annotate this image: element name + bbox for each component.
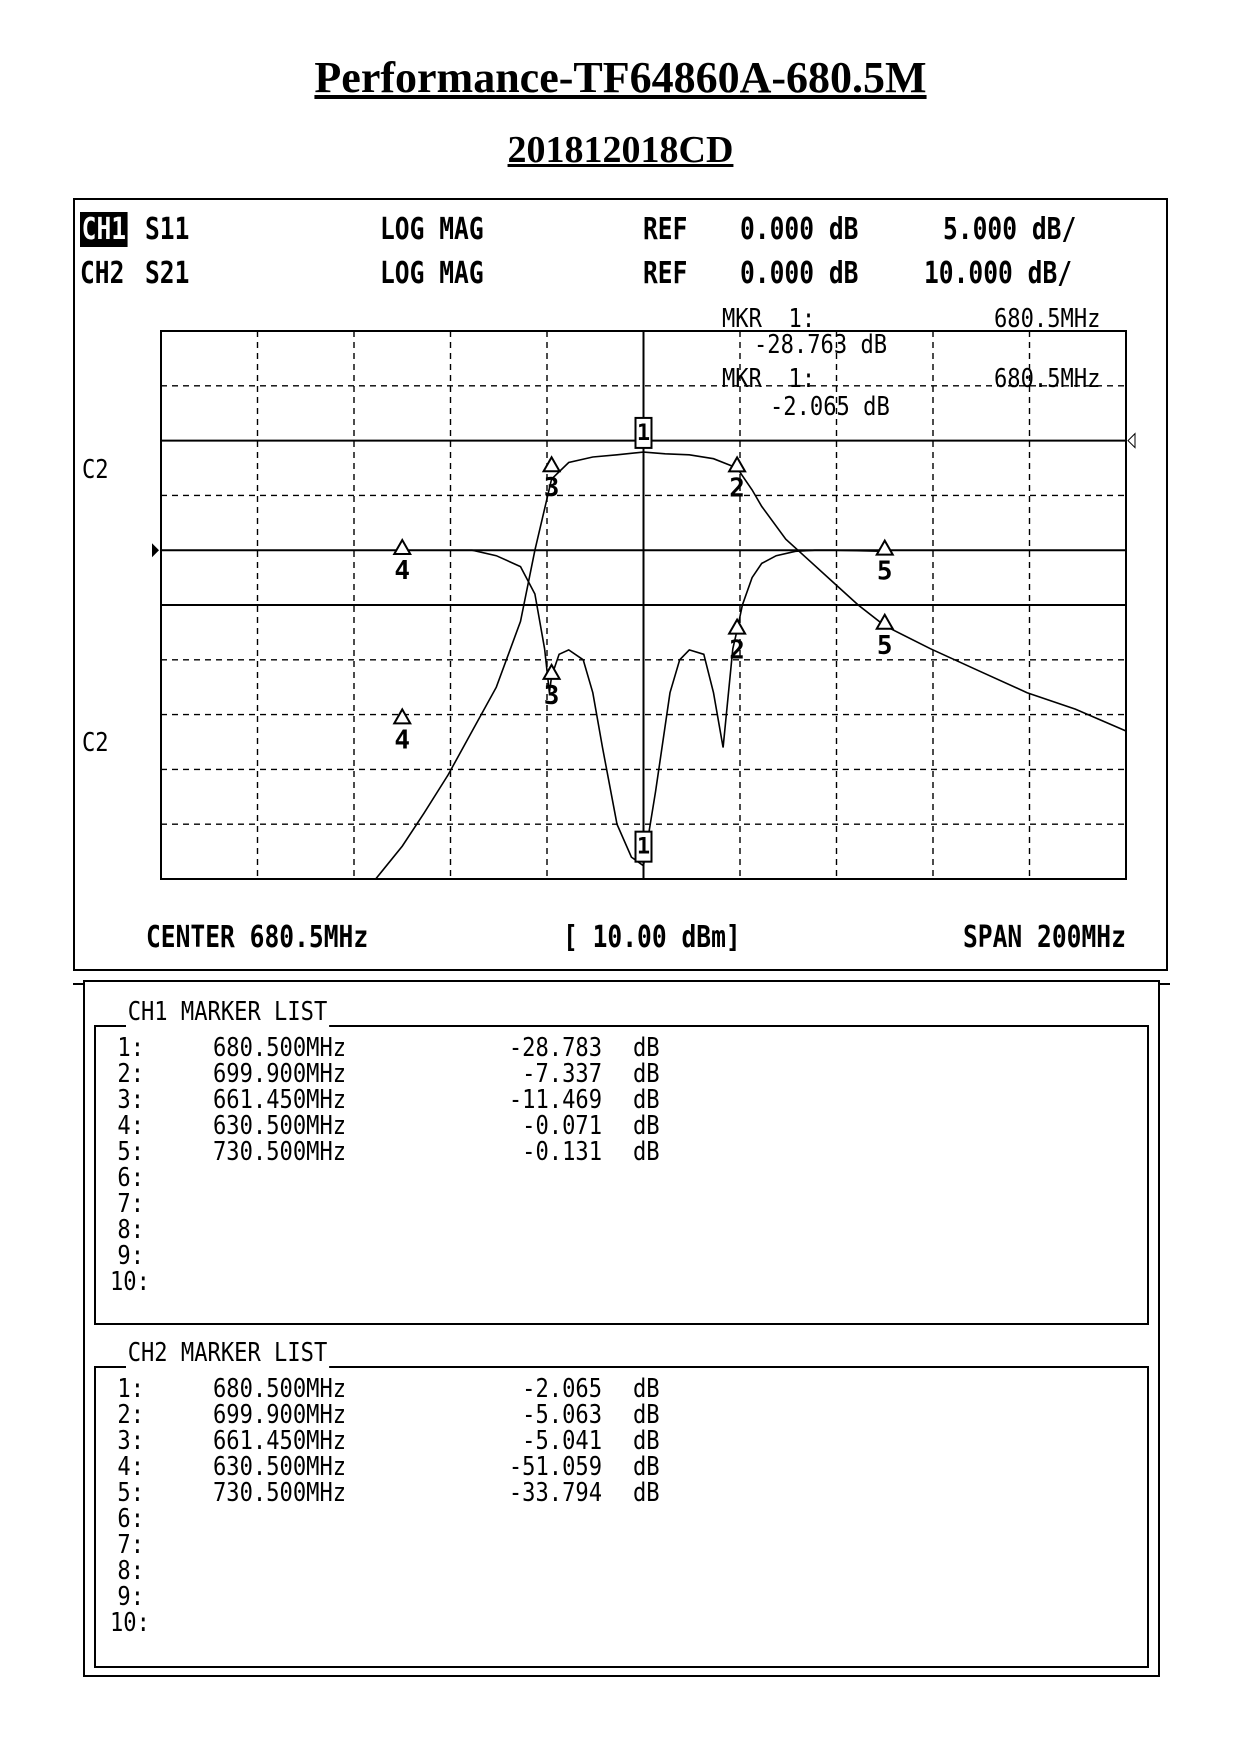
- marker-row-freq: 730.500MHz: [213, 1137, 347, 1167]
- marker-row-unit: dB: [633, 1426, 660, 1456]
- marker-row-freq: 699.900MHz: [213, 1059, 347, 1089]
- mkr1-ch1-label: MKR 1:: [722, 304, 816, 334]
- marker-row-value: -51.059: [508, 1452, 602, 1482]
- marker-row-unit: dB: [633, 1059, 660, 1089]
- document-subtitle: 201812018CD: [507, 129, 734, 171]
- marker-row-n: 5:: [117, 1137, 144, 1167]
- center-frequency: CENTER 680.5MHz: [146, 920, 369, 955]
- marker-row-value: -11.469: [508, 1085, 602, 1115]
- document-title: Performance-TF64860A-680.5M: [314, 53, 927, 102]
- marker-row-n: 2:: [117, 1059, 144, 1089]
- marker-row-n: 6:: [117, 1504, 144, 1534]
- marker-row-unit: dB: [633, 1033, 660, 1063]
- ch2-list-rule-left: [98, 1366, 128, 1368]
- marker-row-value: -2.065: [522, 1374, 602, 1404]
- marker-row-value: -5.063: [522, 1400, 602, 1430]
- marker-row-n: 1:: [117, 1033, 144, 1063]
- ch2-ref-pointer: [1128, 434, 1135, 448]
- marker-row-n: 2:: [117, 1400, 144, 1430]
- ch2-scale: 10.000 dB/: [924, 256, 1073, 291]
- ch2-marker-2-label: 2: [729, 473, 745, 504]
- span: SPAN 200MHz: [963, 920, 1126, 955]
- marker-row-unit: dB: [633, 1085, 660, 1115]
- marker-row-freq: 730.500MHz: [213, 1478, 347, 1508]
- edge-tick-left: [73, 983, 83, 985]
- marker-row-n: 7:: [117, 1530, 144, 1560]
- marker-row-freq: 680.500MHz: [213, 1374, 347, 1404]
- ch2-marker-2-triangle: [729, 457, 745, 471]
- marker-row-n: 5:: [117, 1478, 144, 1508]
- ch1-marker-5-triangle: [877, 541, 893, 555]
- edge-tick-right: [1160, 983, 1170, 985]
- ch2-format: LOG MAG: [380, 256, 484, 291]
- side-label-upper: C2: [82, 455, 109, 485]
- ch2-param: S21: [145, 256, 190, 291]
- ch1-ref-value: 0.000 dB: [740, 212, 859, 247]
- ch1-ref-pointer: [152, 543, 159, 557]
- ch1-scale: 5.000 dB/: [943, 212, 1077, 247]
- ch1-marker-4-triangle: [394, 540, 410, 554]
- marker-row-value: -28.783: [508, 1033, 602, 1063]
- marker-row-n: 7:: [117, 1189, 144, 1219]
- marker-row-unit: dB: [633, 1478, 660, 1508]
- ch1-marker-5-label: 5: [876, 556, 893, 587]
- marker-row-n: 3:: [117, 1426, 144, 1456]
- ch2-marker-3-label: 3: [543, 473, 560, 504]
- marker-row-n: 10:: [110, 1267, 150, 1297]
- ch2-marker-3-triangle: [544, 457, 560, 471]
- s11-trace: [451, 550, 885, 866]
- marker-row-n: 9:: [117, 1241, 144, 1271]
- ch1-marker-4-label: 4: [394, 555, 411, 586]
- source-power: [ 10.00 dBm]: [563, 920, 741, 955]
- marker-row-n: 6:: [117, 1163, 144, 1193]
- marker-row-value: -5.041: [522, 1426, 602, 1456]
- marker-row-n: 10:: [110, 1608, 150, 1638]
- ch1-format: LOG MAG: [380, 212, 484, 247]
- ch1-marker-list-title: CH1 MARKER LIST: [127, 997, 328, 1027]
- marker-row-unit: dB: [633, 1452, 660, 1482]
- mkr1-ch2-freq: 680.5MHz: [994, 364, 1101, 394]
- marker-row-unit: dB: [633, 1400, 660, 1430]
- ch2-marker-4-label: 4: [394, 725, 411, 756]
- marker-row-n: 4:: [117, 1452, 144, 1482]
- marker-row-freq: 661.450MHz: [213, 1085, 347, 1115]
- mkr1-ch2-value: -2.065 dB: [770, 392, 890, 422]
- ch1-marker-1-label: 1: [636, 834, 651, 860]
- marker-row-n: 8:: [117, 1556, 144, 1586]
- ch2-label: CH2: [80, 256, 125, 291]
- ch1-ref-label: REF: [643, 212, 688, 247]
- ch1-list-rule-left: [98, 1025, 128, 1027]
- marker-row-n: 8:: [117, 1215, 144, 1245]
- ch2-ref-label: REF: [643, 256, 688, 291]
- marker-row-n: 1:: [117, 1374, 144, 1404]
- mkr1-ch1-value: -28.763 dB: [754, 330, 888, 360]
- ch2-marker-list-title: CH2 MARKER LIST: [127, 1338, 328, 1368]
- ch2-marker-4-triangle: [394, 709, 410, 723]
- marker-row-freq: 630.500MHz: [213, 1111, 347, 1141]
- mkr1-ch1-freq: 680.5MHz: [994, 304, 1101, 334]
- marker-row-freq: 630.500MHz: [213, 1452, 347, 1482]
- marker-row-unit: dB: [633, 1374, 660, 1404]
- marker-row-value: -33.794: [508, 1478, 602, 1508]
- ch1-marker-2-label: 2: [729, 635, 745, 666]
- ch1-marker-2-triangle: [729, 620, 745, 634]
- ch2-marker-1-label: 1: [636, 420, 651, 446]
- marker-row-value: -0.131: [522, 1137, 602, 1167]
- mkr1-ch2-label: MKR 1:: [722, 364, 816, 394]
- marker-row-n: 4:: [117, 1111, 144, 1141]
- marker-row-n: 3:: [117, 1085, 144, 1115]
- marker-row-value: -0.071: [522, 1111, 602, 1141]
- ch1-param: S11: [145, 212, 190, 247]
- marker-row-freq: 699.900MHz: [213, 1400, 347, 1430]
- ch1-marker-3-label: 3: [543, 680, 560, 711]
- side-label-lower: C2: [82, 728, 109, 758]
- marker-row-value: -7.337: [522, 1059, 602, 1089]
- ch2-ref-value: 0.000 dB: [740, 256, 859, 291]
- marker-row-freq: 680.500MHz: [213, 1033, 347, 1063]
- marker-row-freq: 661.450MHz: [213, 1426, 347, 1456]
- marker-row-unit: dB: [633, 1137, 660, 1167]
- marker-row-n: 9:: [117, 1582, 144, 1612]
- marker-row-unit: dB: [633, 1111, 660, 1141]
- ch1-label: CH1: [81, 212, 127, 247]
- ch2-marker-5-label: 5: [876, 630, 893, 661]
